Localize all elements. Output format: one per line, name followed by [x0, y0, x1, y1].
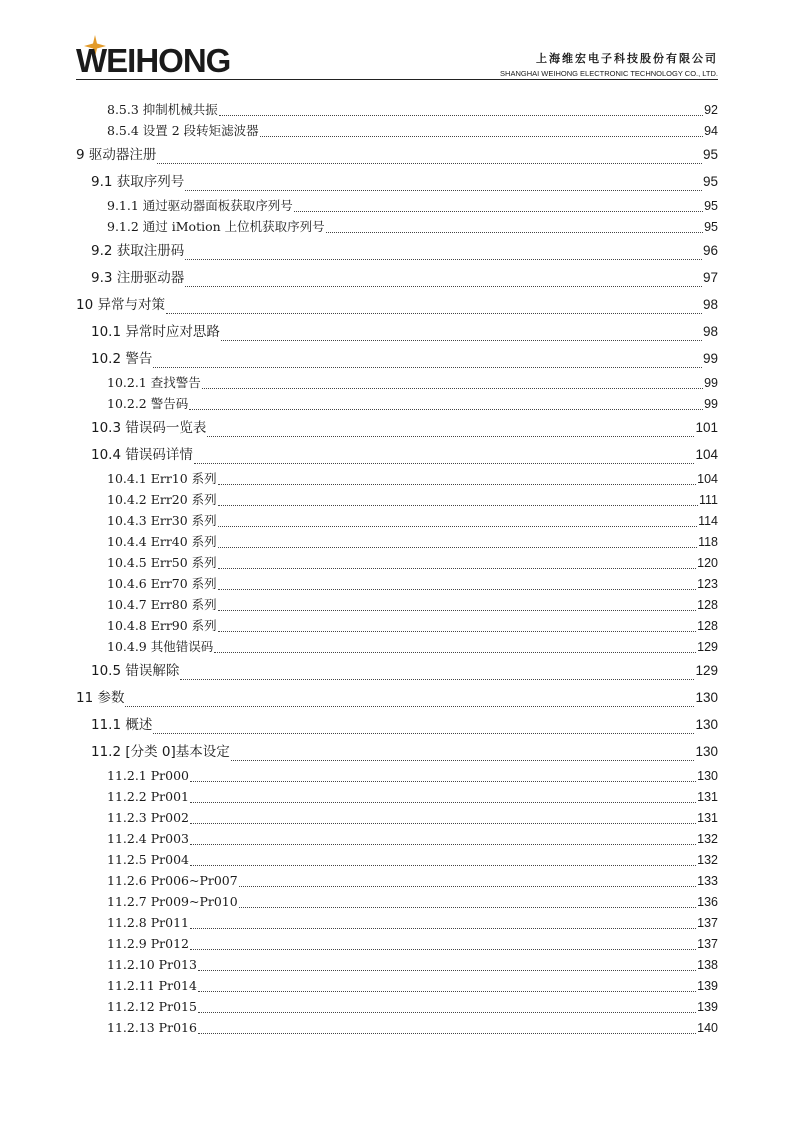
toc-entry[interactable]	[76, 216, 718, 237]
toc-entry-label: 8.5.3 抑制机械共振	[107, 102, 218, 117]
toc-entry[interactable]	[76, 237, 718, 264]
toc-entry-page: 120	[697, 556, 718, 570]
toc-entry-label: 9.2 获取注册码	[91, 243, 185, 259]
toc-entry-label: 11.2.6 Pr006~Pr007	[107, 873, 238, 888]
toc-entry[interactable]	[76, 264, 718, 291]
toc-leader-dots	[190, 823, 696, 824]
toc-entry-page: 94	[704, 124, 718, 138]
toc-entry[interactable]	[76, 954, 718, 975]
toc-entry-label: 10.4.2 Err20 系列	[107, 492, 217, 507]
toc-entry-label: 10.2.1 查找警告	[107, 375, 201, 390]
toc-entry-label: 9.1 获取序列号	[91, 174, 185, 190]
toc-leader-dots	[218, 505, 698, 506]
toc-entry[interactable]	[76, 594, 718, 615]
toc-entry-label: 10.4 错误码详情	[91, 447, 193, 463]
toc-entry-label: 11.2.1 Pr000	[107, 768, 189, 783]
toc-leader-dots	[189, 409, 703, 410]
toc-entry[interactable]	[76, 318, 718, 345]
toc-entry-label: 10.2.2 警告码	[107, 396, 189, 411]
toc-entry-page: 99	[704, 376, 718, 390]
toc-leader-dots	[125, 706, 694, 707]
toc-entry[interactable]	[76, 372, 718, 393]
toc-entry-label: 11.1 概述	[91, 717, 153, 733]
toc-leader-dots	[239, 907, 696, 908]
weihong-logo	[76, 44, 246, 78]
toc-leader-dots	[218, 568, 696, 569]
toc-entry-label: 11.2.8 Pr011	[107, 915, 189, 930]
toc-entry-page: 96	[702, 243, 718, 258]
toc-entry[interactable]	[76, 891, 718, 912]
company-name-cn: 上海维宏电子科技股份有限公司	[536, 52, 718, 65]
toc-leader-dots	[218, 547, 697, 548]
toc-entry-label: 11.2.13 Pr016	[107, 1020, 197, 1035]
toc-entry-page: 128	[697, 598, 718, 612]
toc-entry-page: 130	[695, 744, 718, 759]
toc-entry-page: 111	[698, 493, 718, 507]
toc-entry-page: 95	[702, 147, 718, 162]
toc-entry-page: 128	[697, 619, 718, 633]
toc-entry[interactable]	[76, 573, 718, 594]
toc-entry-label: 9 驱动器注册	[76, 147, 157, 163]
toc-entry-label: 11.2.10 Pr013	[107, 957, 197, 972]
header-divider	[76, 79, 718, 80]
toc-entry[interactable]	[76, 711, 718, 738]
toc-entry-label: 11.2 [分类 0]基本设定	[91, 744, 230, 760]
toc-entry[interactable]	[76, 489, 718, 510]
toc-leader-dots	[207, 436, 694, 437]
toc-entry-label: 10.4.1 Err10 系列	[107, 471, 217, 486]
toc-entry[interactable]	[76, 414, 718, 441]
toc-entry-page: 118	[698, 535, 718, 549]
toc-entry-label: 10.5 错误解除	[91, 663, 180, 679]
toc-entry-page: 101	[695, 420, 718, 435]
toc-entry-page: 97	[702, 270, 718, 285]
toc-entry[interactable]	[76, 510, 718, 531]
toc-entry-label: 11.2.11 Pr014	[107, 978, 197, 993]
toc-leader-dots	[185, 190, 702, 191]
toc-entry-page: 104	[697, 472, 718, 486]
toc-leader-dots	[153, 733, 694, 734]
logo-text: WEIHONG	[76, 42, 231, 79]
toc-entry[interactable]	[76, 195, 718, 216]
toc-leader-dots	[326, 232, 703, 233]
toc-leader-dots	[190, 844, 696, 845]
toc-entry[interactable]	[76, 684, 718, 711]
toc-entry-page: 130	[697, 769, 718, 783]
toc-entry[interactable]	[76, 168, 718, 195]
toc-entry-page: 99	[704, 397, 718, 411]
toc-entry-label: 9.1.2 通过 iMotion 上位机获取序列号	[107, 219, 325, 234]
toc-entry[interactable]	[76, 531, 718, 552]
toc-entry[interactable]	[76, 975, 718, 996]
toc-leader-dots	[294, 211, 703, 212]
toc-entry-label: 11.2.4 Pr003	[107, 831, 189, 846]
toc-entry[interactable]	[76, 636, 718, 657]
toc-leader-dots	[219, 115, 703, 116]
toc-entry[interactable]	[76, 552, 718, 573]
toc-leader-dots	[231, 760, 695, 761]
toc-leader-dots	[190, 865, 696, 866]
toc-entry-label: 11.2.2 Pr001	[107, 789, 189, 804]
toc-entry-page: 140	[697, 1021, 718, 1035]
toc-leader-dots	[221, 340, 702, 341]
toc-entry-label: 11.2.3 Pr002	[107, 810, 189, 825]
toc-leader-dots	[218, 631, 696, 632]
toc-entry-label: 10.4.6 Err70 系列	[107, 576, 217, 591]
toc-leader-dots	[185, 286, 702, 287]
toc-leader-dots	[198, 1033, 696, 1034]
toc-leader-dots	[260, 136, 703, 137]
toc-leader-dots	[166, 313, 702, 314]
toc-entry-page: 131	[697, 811, 718, 825]
toc-entry-page: 132	[697, 832, 718, 846]
toc-leader-dots	[202, 388, 703, 389]
toc-leader-dots	[239, 886, 696, 887]
toc-leader-dots	[198, 1012, 696, 1013]
toc-entry-label: 9.1.1 通过驱动器面板获取序列号	[107, 198, 293, 213]
page-header	[76, 36, 718, 80]
toc-entry[interactable]	[76, 828, 718, 849]
toc-entry[interactable]	[76, 765, 718, 786]
toc-entry-page: 95	[704, 199, 718, 213]
toc-entry-label: 9.3 注册驱动器	[91, 270, 185, 286]
toc-entry-page: 129	[695, 663, 718, 678]
toc-entry-page: 99	[702, 351, 718, 366]
toc-leader-dots	[198, 970, 696, 971]
toc-entry-label: 11.2.7 Pr009~Pr010	[107, 894, 238, 909]
toc-leader-dots	[190, 949, 696, 950]
toc-entry-page: 92	[704, 103, 718, 117]
toc-entry-page: 129	[697, 640, 718, 654]
toc-entry-page: 98	[702, 324, 718, 339]
toc-entry-label: 10.3 错误码一览表	[91, 420, 207, 436]
toc-entry-page: 139	[697, 1000, 718, 1014]
toc-leader-dots	[180, 679, 694, 680]
company-name-en: SHANGHAI WEIHONG ELECTRONIC TECHNOLOGY CO., LTD.	[500, 69, 718, 78]
toc-entry-label: 11.2.5 Pr004	[107, 852, 189, 867]
toc-entry[interactable]	[76, 99, 718, 120]
toc-entry[interactable]	[76, 786, 718, 807]
toc-entry[interactable]	[76, 345, 718, 372]
toc-leader-dots	[214, 652, 696, 653]
toc-entry-label: 10.4.5 Err50 系列	[107, 555, 217, 570]
toc-entry-page: 138	[697, 958, 718, 972]
toc-entry-label: 11 参数	[76, 690, 125, 706]
toc-entry-label: 11.2.9 Pr012	[107, 936, 189, 951]
toc-leader-dots	[190, 802, 696, 803]
toc-leader-dots	[157, 163, 702, 164]
toc-entry[interactable]	[76, 996, 718, 1017]
toc-entry-page: 95	[702, 174, 718, 189]
toc-entry[interactable]	[76, 933, 718, 954]
toc-entry-page: 137	[697, 937, 718, 951]
toc-entry-label: 10.4.7 Err80 系列	[107, 597, 217, 612]
toc-entry[interactable]	[76, 807, 718, 828]
company-name	[500, 50, 718, 78]
toc-entry[interactable]	[76, 1017, 718, 1038]
toc-entry-page: 98	[702, 297, 718, 312]
toc-entry-page: 132	[697, 853, 718, 867]
toc-leader-dots	[190, 781, 696, 782]
toc-entry-label: 10.2 警告	[91, 351, 153, 367]
toc-entry[interactable]	[76, 291, 718, 318]
toc-entry-page: 130	[695, 690, 718, 705]
toc-entry[interactable]	[76, 738, 718, 765]
toc-entry-label: 11.2.12 Pr015	[107, 999, 197, 1014]
toc-entry[interactable]	[76, 393, 718, 414]
toc-entry-page: 123	[697, 577, 718, 591]
toc-entry-page: 136	[697, 895, 718, 909]
toc-entry-page: 137	[697, 916, 718, 930]
toc-leader-dots	[218, 589, 696, 590]
toc-entry[interactable]	[76, 849, 718, 870]
toc-leader-dots	[153, 367, 702, 368]
table-of-contents	[76, 99, 718, 1038]
toc-entry-label: 10.4.4 Err40 系列	[107, 534, 217, 549]
toc-leader-dots	[218, 526, 697, 527]
toc-entry-label: 10.1 异常时应对思路	[91, 324, 220, 340]
toc-entry[interactable]	[76, 912, 718, 933]
toc-entry[interactable]	[76, 615, 718, 636]
toc-entry[interactable]	[76, 441, 718, 468]
toc-entry-page: 114	[698, 514, 718, 528]
toc-leader-dots	[185, 259, 702, 260]
toc-entry-label: 10 异常与对策	[76, 297, 165, 313]
toc-entry-page: 95	[704, 220, 718, 234]
toc-leader-dots	[190, 928, 696, 929]
toc-leader-dots	[218, 610, 696, 611]
toc-entry-label: 10.4.3 Err30 系列	[107, 513, 217, 528]
toc-entry-label: 10.4.8 Err90 系列	[107, 618, 217, 633]
toc-leader-dots	[218, 484, 696, 485]
toc-leader-dots	[198, 991, 696, 992]
toc-entry[interactable]	[76, 468, 718, 489]
toc-entry-page: 130	[695, 717, 718, 732]
toc-entry-page: 104	[695, 447, 718, 462]
toc-leader-dots	[194, 463, 695, 464]
toc-entry[interactable]	[76, 141, 718, 168]
toc-entry-label: 8.5.4 设置 2 段转矩滤波器	[107, 123, 259, 138]
toc-entry-page: 131	[697, 790, 718, 804]
toc-entry-label: 10.4.9 其他错误码	[107, 639, 214, 654]
toc-entry[interactable]	[76, 657, 718, 684]
toc-entry-page: 133	[697, 874, 718, 888]
toc-entry[interactable]	[76, 120, 718, 141]
toc-entry-page: 139	[697, 979, 718, 993]
toc-entry[interactable]	[76, 870, 718, 891]
